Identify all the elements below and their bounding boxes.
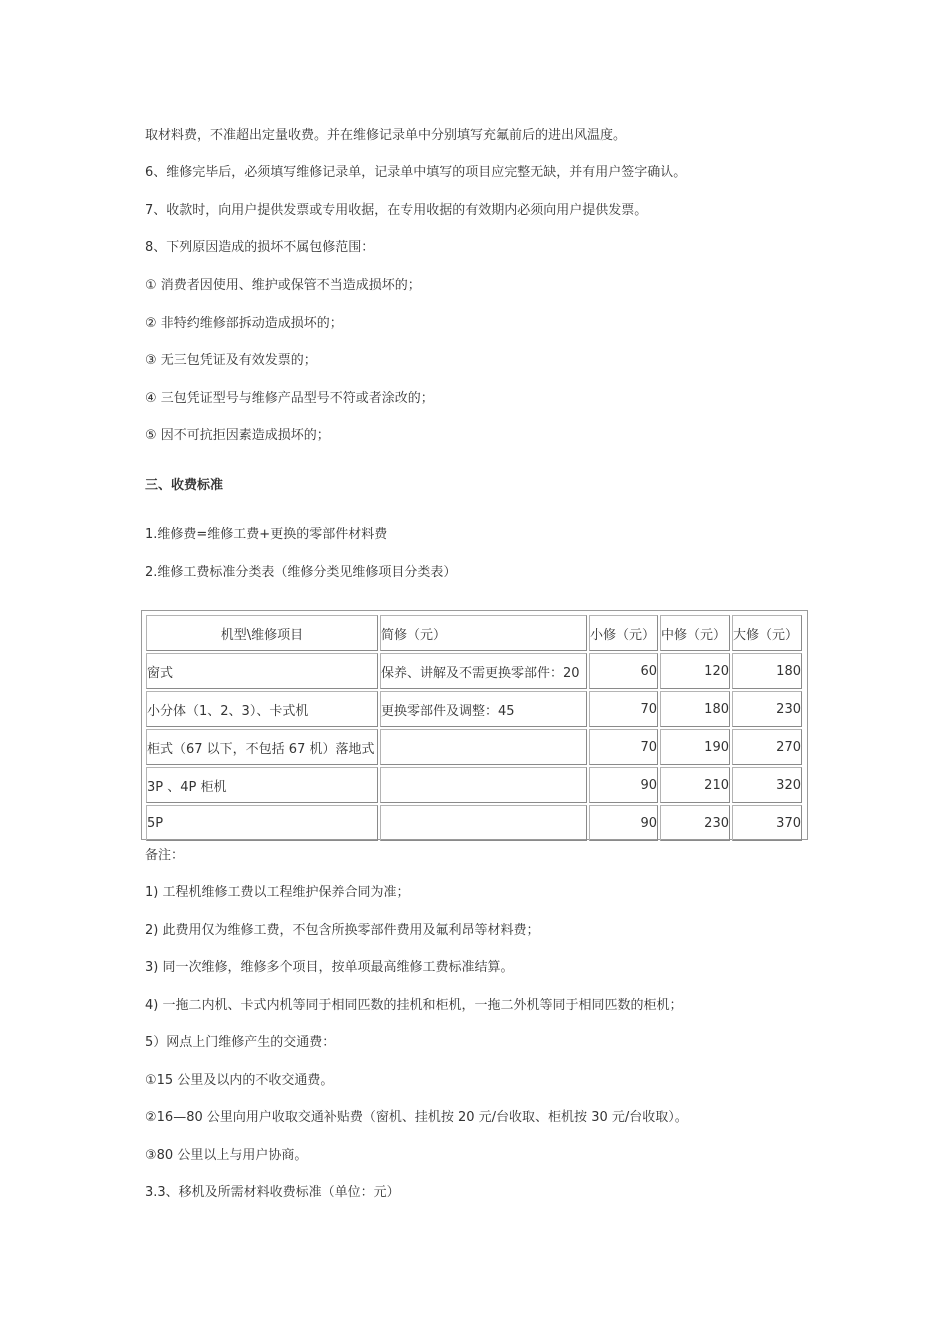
fee-formula: 1.维修费=维修工费+更换的零部件材料费 — [145, 527, 388, 542]
table-cell: 270 — [732, 729, 802, 765]
table-cell — [380, 805, 587, 841]
table-row — [146, 805, 802, 841]
table-cell: 3P 、4P 柜机 — [146, 767, 378, 803]
note-line: 5）网点上门维修产生的交通费： — [145, 1035, 336, 1050]
table-cell: 小分体（1、2、3）、卡式机 — [146, 691, 378, 727]
list-item: ② 非特约维修部拆动造成损坏的； — [145, 316, 343, 331]
table-cell: 230 — [660, 805, 730, 841]
table-cell: 90 — [589, 805, 658, 841]
list-item: ④ 三包凭证型号与维修产品型号不符或者涂改的； — [145, 391, 434, 406]
table-cell: 窗式 — [146, 653, 378, 689]
list-item: ⑤ 因不可抗拒因素造成损坏的； — [145, 428, 330, 443]
table-header-cell: 机型\维修项目 — [146, 615, 378, 651]
note-line: 4) 一拖二内机、卡式内机等同于相同匹数的挂机和柜机，一拖二外机等同于相同匹数的柜机； — [145, 998, 683, 1013]
note-line: ②16—80 公里向用户收取交通补贴费（窗机、挂机按 20 元/台收取、柜机按 30 元/台收取）。 — [145, 1110, 688, 1125]
fee-table-title: 2.维修工费标准分类表（维修分类见维修项目分类表） — [145, 565, 457, 580]
table-cell: 90 — [589, 767, 658, 803]
table-cell — [380, 729, 587, 765]
table-cell: 60 — [589, 653, 658, 689]
table-cell: 保养、讲解及不需更换零部件：20 — [380, 653, 587, 689]
subsection-title: 3.3、移机及所需材料收费标准（单位：元） — [145, 1185, 400, 1200]
section-title: 三、收费标准 — [145, 478, 224, 493]
fee-table-frame — [141, 610, 808, 840]
paragraph-line: 7、收款时，向用户提供发票或专用收据，在专用收据的有效期内必须向用户提供发票。 — [145, 203, 648, 218]
note-line: ③80 公里以上与用户协商。 — [145, 1148, 308, 1163]
table-header-cell: 中修（元） — [660, 615, 730, 651]
note-line: 3) 同一次维修，维修多个项目，按单项最高维修工费标准结算。 — [145, 960, 514, 975]
table-cell: 180 — [660, 691, 730, 727]
table-header-cell: 大修（元） — [732, 615, 802, 651]
table-cell — [380, 767, 587, 803]
table-cell: 柜式（67 以下，不包括 67 机）落地式 — [146, 729, 378, 765]
table-cell: 320 — [732, 767, 802, 803]
table-cell: 190 — [660, 729, 730, 765]
list-item: ① 消费者因使用、维护或保管不当造成损坏的； — [145, 278, 421, 293]
table-header-row — [146, 615, 802, 651]
table-cell: 70 — [589, 729, 658, 765]
paragraph-line: 6、维修完毕后，必须填写维修记录单，记录单中填写的项目应完整无缺，并有用户签字确认。 — [145, 165, 687, 180]
paragraph-line: 8、下列原因造成的损坏不属包修范围： — [145, 240, 375, 255]
table-cell: 70 — [589, 691, 658, 727]
table-cell: 370 — [732, 805, 802, 841]
table-header-cell: 小修（元） — [589, 615, 658, 651]
table-row — [146, 767, 802, 803]
note-line: 2) 此费用仅为维修工费，不包含所换零部件费用及氟利昂等材料费； — [145, 923, 540, 938]
table-row — [146, 729, 802, 765]
table-row — [146, 653, 802, 689]
table-row — [146, 691, 802, 727]
note-line: ①15 公里及以内的不收交通费。 — [145, 1073, 334, 1088]
note-line: 1) 工程机维修工费以工程维护保养合同为准； — [145, 885, 410, 900]
table-cell: 更换零部件及调整：45 — [380, 691, 587, 727]
table-cell: 120 — [660, 653, 730, 689]
notes-title: 备注： — [145, 848, 185, 863]
table-cell: 230 — [732, 691, 802, 727]
table-cell: 210 — [660, 767, 730, 803]
list-item: ③ 无三包凭证及有效发票的； — [145, 353, 317, 368]
table-cell: 5P — [146, 805, 378, 841]
fee-table — [144, 613, 804, 843]
paragraph-line: 取材料费，不准超出定量收费。并在维修记录单中分别填写充氟前后的进出风温度。 — [145, 128, 627, 143]
table-header-cell: 简修（元） — [380, 615, 587, 651]
table-cell: 180 — [732, 653, 802, 689]
